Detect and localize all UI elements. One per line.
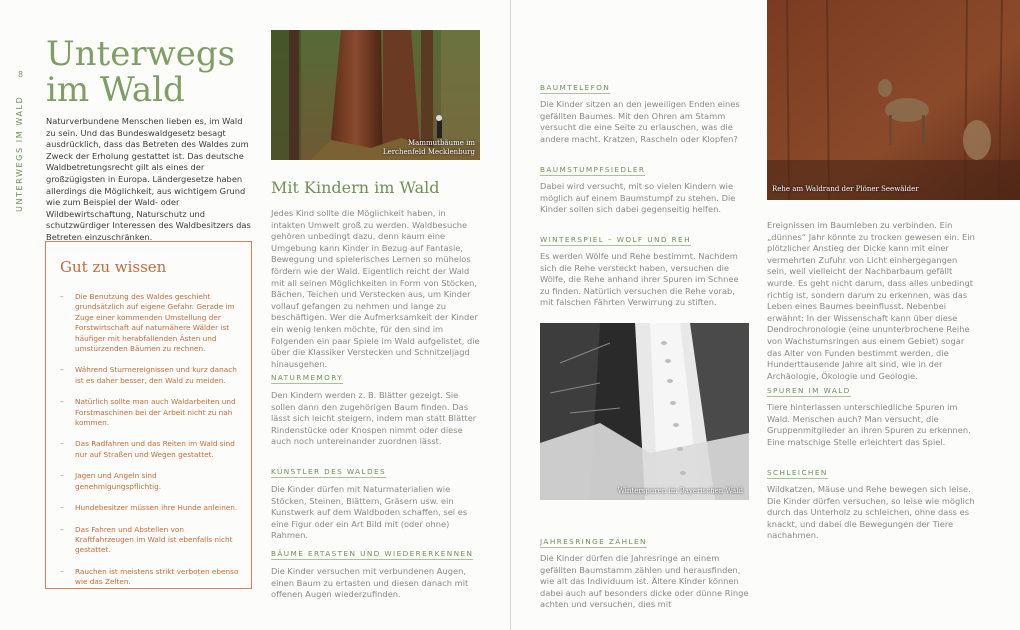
info-box-item: – Das Fahren und Abstellen von Kraftfahrzeugen im Wald ist ebenfalls nicht gestattet.	[60, 524, 233, 555]
game-text: Dabei wird versucht, mit so vielen Kindern wie möglich auf einem Baumstumpf zu stehen. Die Kinder sollen sich dabei gegenseitig helfen.	[540, 181, 736, 215]
dash-icon: –	[60, 439, 64, 449]
deer-caption: Rehe am Waldrand der Plöner Seewälder	[772, 185, 919, 193]
section-title: Mit Kindern im Wald	[271, 178, 440, 197]
dash-icon: –	[60, 503, 64, 513]
game-title: NATURMEMORY	[271, 373, 344, 382]
info-box-list	[60, 292, 245, 599]
game-baumtelefon	[540, 75, 750, 145]
redwood-photo	[271, 30, 480, 160]
page-title: Unterwegs im Wald	[46, 34, 236, 110]
intro-paragraph: Naturverbundene Menschen lieben es, im Wald zu sein. Und das Bundeswaldgesetz besagt ausdrücklich, dass das Betreten des Waldes zum Zweck der Erholung gestattet ist. Das deutsche Waldbetretungsrecht gilt als eines der großzügigsten in Europa. Ländergesetze haben allerdings die Möglichkeit, aus wichtigem Grund wie zum Beispiel der Wald- oder Wildbewirtschaftung, Naturschutz und schutzwürdiger Interessen des Waldbesitzers das Betreten einzuschränken.	[46, 116, 251, 242]
dash-icon: –	[60, 471, 64, 481]
game-text: Es werden Wölfe und Rehe bestimmt. Nachdem sich die Rehe versteckt haben, versuchen die Wölfe, die Rehe anhand ihrer Spuren im Schnee zu finden. Natürlich versuchen die Rehe vorab, mit falschen Fährten Verwirrung zu stiften.	[540, 251, 739, 308]
info-box-item: – Natürlich sollte man auch Waldarbeiten und Forstmaschinen bei der Arbeit nicht zu nah kommen.	[60, 397, 236, 428]
jahresringe-continued: Ereignissen im Baumleben zu verbinden. Ein „dünnes“ Jahr könnte zu trocken gewesen ein. Ein plötzlicher Anstieg der Dicke kann mit einer vermehrten Zufuhr von Licht einhergegangen sein, weil vielleicht der Nachbarbaum gefällt wurde. Es geht nicht darum, dass alles unbedingt richtig ist, sondern darum zu erkennen, was das Leben eines Baumes beeinflusst. Nebenbei erwähnt: In der Wissenschaft kann über diese Dendrochronologie (eine ununterbrochene Reihe von Wachstumsringen aus einem Gebiet) sogar das Alter von Funden bestimmt werden, die Hunderttausende Jahre alt sind, wie in der Archäologie, Ökologie und Geologie.	[767, 220, 975, 381]
dash-icon: –	[60, 292, 64, 301]
game-winterspiel	[540, 227, 750, 309]
game-title: KÜNSTLER DES WALDES	[271, 467, 387, 476]
game-title: SPUREN IM WALD	[767, 386, 851, 395]
game-baeume	[271, 541, 480, 601]
info-box-item: – Das Radfahren und das Reiten im Wald sind nur auf Straßen und Wegen gestattet.	[60, 439, 235, 459]
snow-caption: Winterspuren im Bayerischen Wald	[617, 487, 743, 495]
game-title: BÄUME ERTASTEN UND WIEDERERKENNEN	[271, 549, 474, 558]
dash-icon: –	[60, 566, 64, 576]
running-head: UNTERWEGS IM WALD	[15, 95, 24, 212]
game-text: Die Kinder sitzen an den jeweiligen Enden eines gefällten Baumes. Mit den Ohren am Stamm versucht die eine Seite zu erlauschen, was die andere macht. Kratzen, Rascheln oder Klopfen?	[540, 99, 740, 144]
game-text: Tiere hinterlassen unterschiedliche Spuren im Wald. Menschen auch? Man versucht, die Gruppenmitglieder an ihren Spuren zu erkennen. Eine matschige Stelle erleichtert das Spiel.	[767, 402, 971, 447]
game-naturmemory	[271, 365, 480, 448]
game-title: SCHLEICHEN	[767, 468, 828, 477]
dash-icon: –	[60, 524, 64, 534]
game-text: Wildkatzen, Mäuse und Rehe bewegen sich leise. Die Kinder dürfen versuchen, so leise wie möglich durch das Unterholz zu schleichen, ohne dass es knackt, und dabei die Bewegungen der Tiere nachahmen.	[767, 484, 975, 541]
dash-icon: –	[60, 397, 64, 407]
deer-photo	[767, 0, 1020, 200]
info-box-item: – Hundebesitzer müssen ihre Hunde anleinen.	[60, 503, 238, 513]
snow-photo	[540, 323, 749, 500]
info-box-item: – Während Sturmereignissen und kurz danach ist es daher besser, den Wald zu meiden.	[60, 365, 237, 385]
deer-image	[767, 0, 1020, 200]
game-kuenstler	[271, 459, 480, 542]
game-jahresringe	[540, 529, 750, 611]
dash-icon: –	[60, 365, 64, 375]
game-title: BAUMTELEFON	[540, 83, 611, 92]
game-text: Die Kinder versuchen mit verbundenen Augen, einen Baum zu ertasten und diesen danach mit offenen Augen wiederzufinden.	[271, 566, 469, 600]
page-number: 8	[18, 70, 24, 79]
info-box-item: – Jagen und Angeln sind genehmigungspflichtig.	[60, 471, 162, 491]
game-spuren	[767, 378, 977, 448]
game-schleichen	[767, 460, 977, 542]
game-title: JAHRESRINGE ZÄHLEN	[540, 537, 647, 546]
info-box-item: – Die Benutzung des Waldes geschieht grundsätzlich auf eigene Gefahr. Gerade im Zuge einer kommenden Umstellung der Forstwirtschaft auf naturnähere Wälder ist häufiger mit herabfallenden Ästen und umstürzenden Bäumen zu rechnen.	[60, 292, 235, 354]
info-box-item: – Rauchen ist meistens strikt verboten ebenso wie das Zelten.	[60, 566, 239, 587]
game-baumstumpf	[540, 157, 750, 216]
game-text: Den Kindern werden z. B. Blätter gezeigt. Sie sollen dann den zugehörigen Baum finden. Das lässt sich leicht steigern, indem man statt Blätter Rindenstücke oder Knospen nimmt oder diese auch noch untereinander zuordnen lässt.	[271, 390, 477, 447]
game-title: BAUMSTUMPFSIEDLER	[540, 165, 646, 174]
game-text: Die Kinder dürfen mit Naturmaterialien wie Stöcken, Steinen, Blättern, Gräsern usw. ein Kunstwerk auf dem Waldboden schaffen, sei es eine Figur oder ein Art Bild mit (oder ohne) Rahmen.	[271, 484, 468, 541]
snow-image	[540, 323, 749, 500]
redwood-caption: Mammutbäume im Lerchenfeld Mecklenburg	[382, 139, 475, 156]
info-box-title: Gut zu wissen	[60, 258, 167, 276]
game-text: Die Kinder dürfen die Jahresringe an einem gefällten Baumstamm zählen und herausfinden, wie alt das Individuum ist. Ältere Kinder können dabei auch auf besonders dicke oder dünne Ringe achten und versuchen, dies mit	[540, 553, 749, 610]
game-title: WINTERSPIEL – WOLF UND REH	[540, 235, 691, 244]
section-intro: Jedes Kind sollte die Möglichkeit haben, in intakten Umwelt groß zu werden. Waldbesuche gehören unbedingt dazu, denn kaum eine Umgebung kann Kinder in Bezug auf Fantasie, Bewegung und spielerisches Lernen so mühelos fördern wie der Wald. Eigentlich reicht der Wald mit all seinen Möglichkeiten in Form von Stöcken, Bächen, Teichen und Verstecken aus, um Kinder vollauf gefangen zu nehmen und lange zu beschäftigen. Wer die Aufmerksamkeit der Kinder ein wenig lenken möchte, für den sind im Folgenden ein paar Spiele im Wald aufgelistet, die über die Klassiker Verstecken und Schnitzeljagd hinausgehen.	[271, 208, 480, 369]
